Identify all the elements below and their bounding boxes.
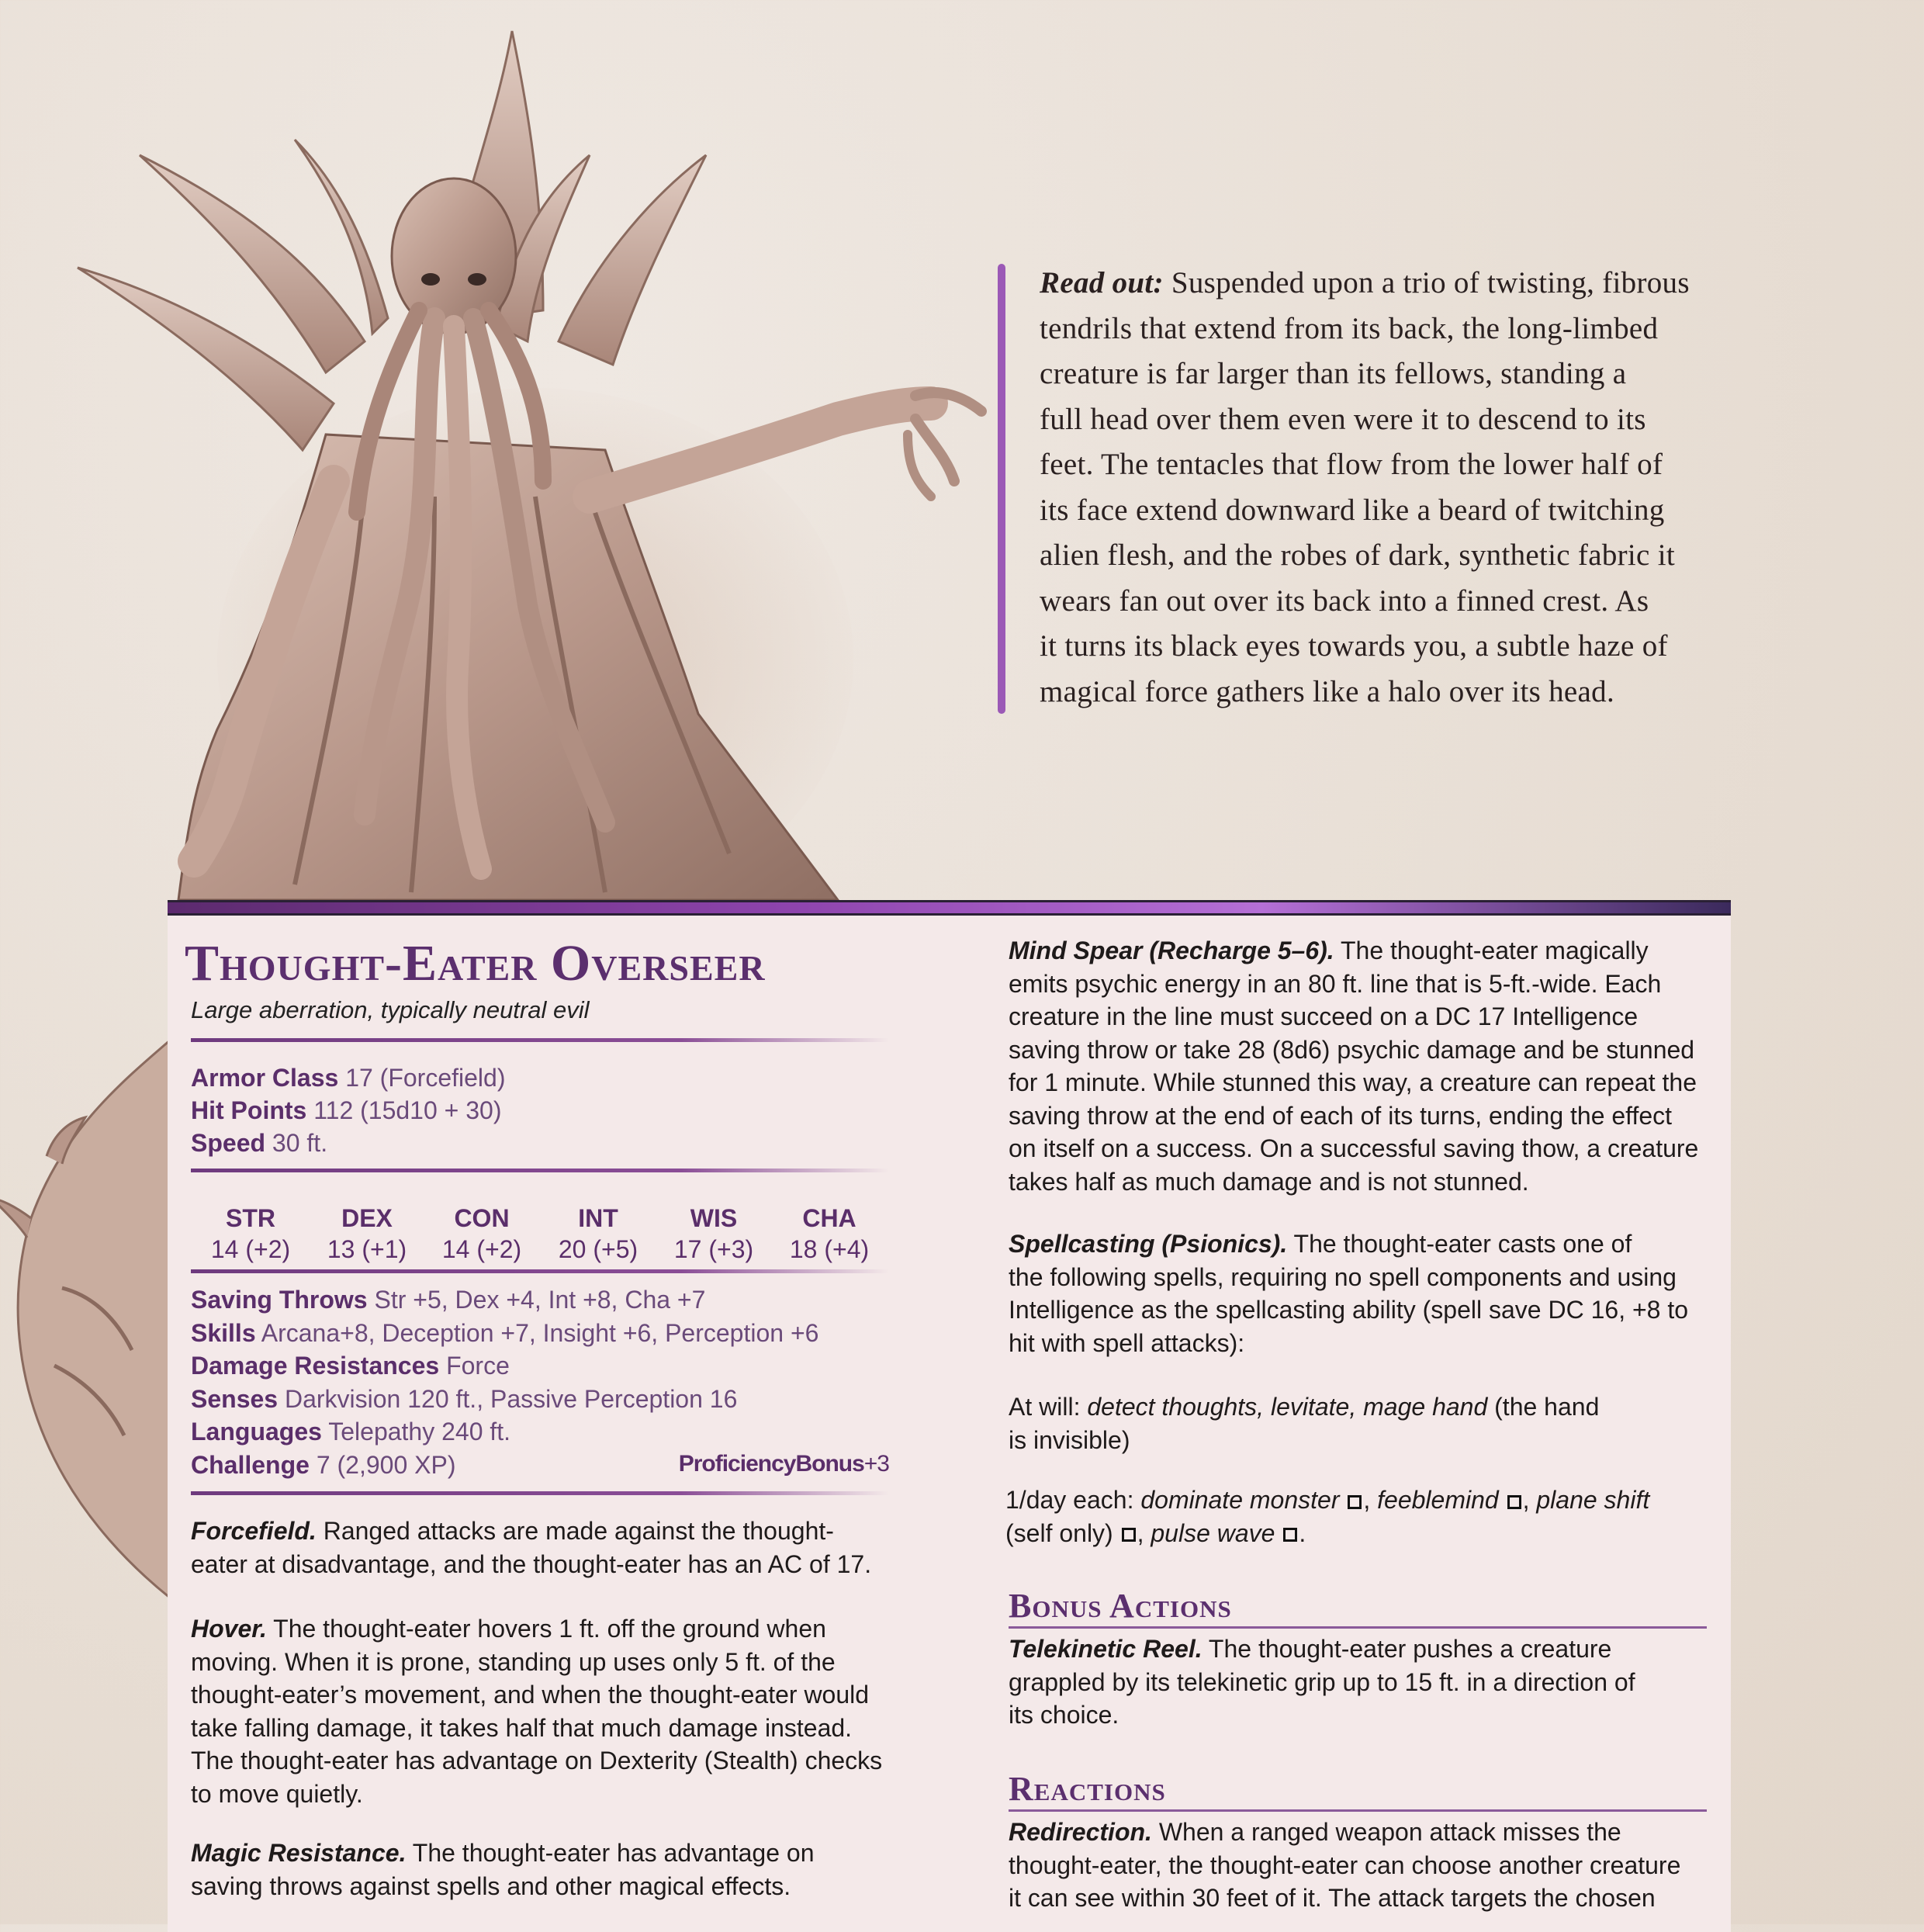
divider	[191, 1038, 889, 1042]
skills: Skills Arcana+8, Deception +7, Insight +6, Perception +6	[191, 1319, 819, 1347]
spell-slot-checkbox[interactable]	[1348, 1495, 1362, 1509]
readout-line: magical force gathers like a halo over its head.	[1040, 674, 1615, 708]
spell-slot-checkbox[interactable]	[1507, 1495, 1521, 1509]
ability-dex: DEX 13 (+1)	[327, 1204, 407, 1263]
divider	[191, 1269, 889, 1273]
ability-wis: WIS 17 (+3)	[673, 1204, 754, 1263]
readout-box	[998, 264, 1735, 714]
readout-line: it turns its black eyes towards you, a subtle haze of	[1040, 629, 1668, 663]
divider	[191, 1169, 889, 1172]
trait-hover: Hover. The thought-eater hovers 1 ft. off the ground when moving. When it is prone, standing up uses only 5 ft. of the thought-eater’s movement, and when the thought-eater would take falling damage, it takes half that much damage instead. The thought-eater has advantage on Dexterity (Stealth) checks to move quietly.	[191, 1615, 883, 1808]
readout-line: its face extend downward like a beard of twitching	[1040, 493, 1665, 527]
readout-line: full head over them even were it to descend to its	[1040, 402, 1646, 436]
ability-cha: CHA 18 (+4)	[789, 1204, 870, 1263]
trait-magic-resistance: Magic Resistance. The thought-eater has advantage on saving throws against spells and other magical effects.	[191, 1839, 815, 1900]
spells-per-day: 1/day each: dominate monster , feeblemind , plane shift (self only) , pulse wave .	[1005, 1486, 1650, 1547]
readout-line: tendrils that extend from its back, the long-limbed	[1040, 311, 1659, 345]
armor-class: Armor Class 17 (Forcefield)	[191, 1064, 506, 1092]
ability-str: STR 14 (+2)	[210, 1204, 291, 1263]
speed: Speed 30 ft.	[191, 1129, 328, 1157]
readout-line: wears fan out over its back into a finned crest. As	[1040, 583, 1649, 618]
readout-line: Read out: Suspended upon a trio of twisting, fibrous	[1040, 266, 1690, 299]
monster-type: Large aberration, typically neutral evil	[191, 996, 590, 1023]
ability-int: INT 20 (+5)	[558, 1204, 638, 1263]
action-spellcasting: Spellcasting (Psionics). The thought-eater casts one of the following spells, requiring no spell components and using Intelligence as the spellcasting ability (spell save DC 16, +8 to hit with spell attacks):	[1009, 1230, 1689, 1357]
saving-throws: Saving Throws Str +5, Dex +4, Int +8, Cha +7	[191, 1286, 706, 1314]
heading-reactions: Reactions	[1009, 1769, 1707, 1812]
spells-at-will: At will: detect thoughts, levitate, mage hand (the hand is invisible)	[1009, 1393, 1600, 1454]
stat-block-top-bar	[168, 900, 1731, 916]
trait-forcefield: Forcefield. Ranged attacks are made against the thought- eater at disadvantage, and the thought-eater has an AC of 17.	[191, 1517, 872, 1578]
creature-illustration	[0, 0, 1009, 916]
senses: Senses Darkvision 120 ft., Passive Perception 16	[191, 1385, 738, 1413]
readout-line: alien flesh, and the robes of dark, synthetic fabric it	[1040, 538, 1675, 572]
readout-accent-bar	[998, 264, 1005, 714]
action-mind-spear: Mind Spear (Recharge 5–6). The thought-eater magically emits psychic energy in an 80 ft. line that is 5-ft.-wide. Each creature in the line must succeed on a DC 17 Intelligence saving throw or take 28 (8d6) psychic damage and be stunned for 1 minute. While stunned this way, a creature can repeat the saving throw at the end of each of its turns, ending the effect on itself on a success. On a successful saving thow, a creature takes half as much damage and is not stunned.	[1009, 937, 1699, 1196]
languages: Languages Telepathy 240 ft.	[191, 1418, 511, 1446]
hit-points: Hit Points 112 (15d10 + 30)	[191, 1096, 502, 1124]
divider	[191, 1491, 889, 1495]
spell-slot-checkbox[interactable]	[1283, 1528, 1297, 1542]
proficiency-bonus: ProficiencyBonus+3	[678, 1451, 889, 1477]
readout-label: Read out:	[1040, 266, 1164, 299]
monster-name: Thought-Eater Overseer	[185, 935, 766, 992]
reaction-redirection: Redirection. When a ranged weapon attack misses the thought-eater, the thought-eater can choose another creature it can see within 30 feet of it. The attack targets the chosen	[1009, 1818, 1681, 1912]
spell-slot-checkbox[interactable]	[1122, 1528, 1136, 1542]
damage-resistances: Damage Resistances Force	[191, 1352, 510, 1380]
challenge: Challenge 7 (2,900 XP)	[191, 1451, 456, 1479]
readout-line: feet. The tentacles that flow from the lower half of	[1040, 448, 1663, 481]
claw-illustration	[0, 1040, 186, 1598]
readout-text	[1040, 261, 1738, 715]
heading-bonus-actions: Bonus Actions	[1009, 1586, 1707, 1629]
readout-line: creature is far larger than its fellows, standing a	[1040, 357, 1627, 390]
bonus-telekinetic-reel: Telekinetic Reel. The thought-eater pushes a creature grappled by its telekinetic grip up to 15 ft. in a direction of its choice.	[1009, 1635, 1635, 1729]
ability-con: CON 14 (+2)	[441, 1204, 522, 1263]
